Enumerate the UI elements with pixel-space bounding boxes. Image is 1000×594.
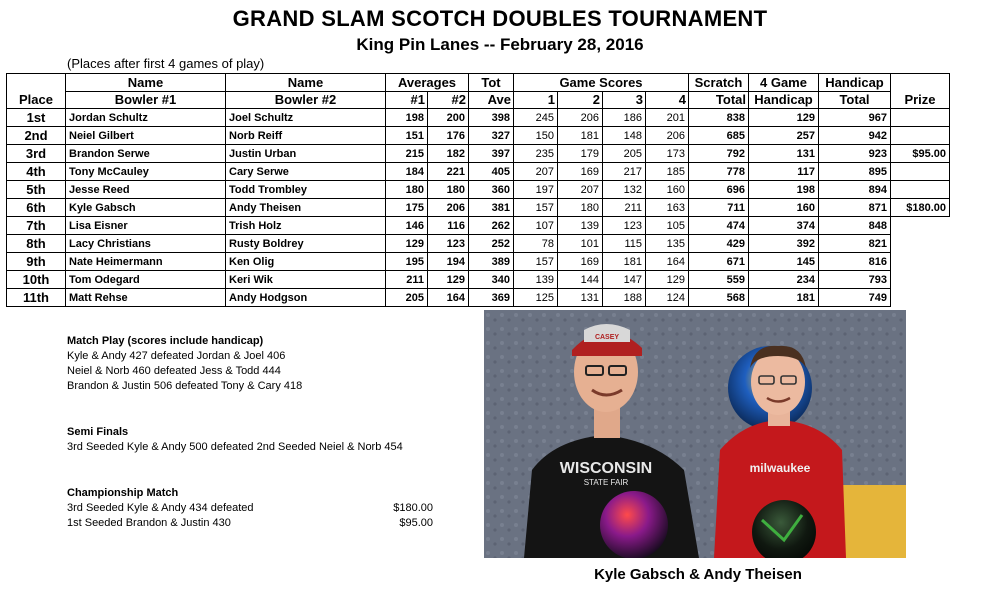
avg1-cell: 129 [386, 235, 428, 253]
avg2-cell: 123 [428, 235, 469, 253]
table-row [7, 235, 950, 253]
bowler1-cell: Tony McCauley [66, 163, 226, 181]
place-cell: 4th [7, 163, 66, 181]
header-bowler2: Bowler #2 [226, 92, 386, 109]
game1-cell: 157 [514, 199, 558, 217]
prize-cell: $180.00 [891, 199, 950, 217]
winners-photo [484, 310, 906, 558]
four-game-handicap-cell: 257 [749, 127, 819, 145]
bowler1-cell: Neiel Gilbert [66, 127, 226, 145]
bowler2-cell: Norb Reiff [226, 127, 386, 145]
handicap-total-cell: 848 [819, 217, 891, 235]
game4-cell: 164 [646, 253, 689, 271]
game2-cell: 144 [558, 271, 603, 289]
bowler1-cell: Tom Odegard [66, 271, 226, 289]
header-game-scores: Game Scores [514, 74, 689, 92]
game3-cell: 217 [603, 163, 646, 181]
header-four-game-top: 4 Game [749, 74, 819, 92]
championship-heading: Championship Match [67, 487, 179, 499]
prize-cell [891, 181, 950, 199]
bowler1-cell: Jordan Schultz [66, 109, 226, 127]
photo-caption: Kyle Gabsch & Andy Theisen [594, 566, 802, 583]
prize-cell [891, 235, 950, 253]
avg1-cell: 198 [386, 109, 428, 127]
game2-cell: 139 [558, 217, 603, 235]
tournament-title: GRAND SLAM SCOTCH DOUBLES TOURNAMENT [232, 6, 768, 31]
game3-cell: 211 [603, 199, 646, 217]
game2-cell: 207 [558, 181, 603, 199]
semi-finals-heading: Semi Finals [67, 426, 129, 438]
championship-section [67, 486, 447, 531]
avg2-cell: 164 [428, 289, 469, 307]
header-game1: 1 [514, 92, 558, 109]
four-game-handicap-cell: 131 [749, 145, 819, 163]
championship-line-2 [67, 516, 447, 531]
scratch-total-cell: 671 [689, 253, 749, 271]
avg2-cell: 180 [428, 181, 469, 199]
bowler2-cell: Justin Urban [226, 145, 386, 163]
game4-cell: 185 [646, 163, 689, 181]
scratch-total-cell: 559 [689, 271, 749, 289]
avg2-cell: 206 [428, 199, 469, 217]
winners-photo-illustration [484, 310, 906, 558]
handicap-total-cell: 871 [819, 199, 891, 217]
scratch-total-cell: 474 [689, 217, 749, 235]
table-row [7, 289, 950, 307]
place-cell: 5th [7, 181, 66, 199]
table-row [7, 271, 950, 289]
handicap-total-cell: 894 [819, 181, 891, 199]
four-game-handicap-cell: 160 [749, 199, 819, 217]
championship-line-1 [67, 501, 447, 516]
handicap-total-cell: 793 [819, 271, 891, 289]
prize-cell [891, 289, 950, 307]
table-row [7, 181, 950, 199]
header-game2: 2 [558, 92, 603, 109]
game2-cell: 169 [558, 253, 603, 271]
game1-cell: 150 [514, 127, 558, 145]
game3-cell: 148 [603, 127, 646, 145]
four-game-handicap-cell: 181 [749, 289, 819, 307]
shirt-left-text: WISCONSIN [559, 460, 653, 477]
bowler2-cell: Joel Schultz [226, 109, 386, 127]
handicap-total-cell: 942 [819, 127, 891, 145]
game4-cell: 105 [646, 217, 689, 235]
header-handicap-top: Handicap [819, 74, 891, 92]
scratch-total-cell: 429 [689, 235, 749, 253]
semi-finals-section [67, 425, 403, 455]
handicap-total-cell: 895 [819, 163, 891, 181]
tot-ave-cell: 252 [469, 235, 514, 253]
header-tot-top: Tot [469, 74, 514, 92]
semi-finals-line: 3rd Seeded Kyle & Andy 500 defeated 2nd Seeded Neiel & Norb 454 [67, 441, 403, 453]
header-place: Place [7, 74, 66, 109]
game1-cell: 157 [514, 253, 558, 271]
game3-cell: 132 [603, 181, 646, 199]
avg2-cell: 182 [428, 145, 469, 163]
place-cell: 2nd [7, 127, 66, 145]
tot-ave-cell: 327 [469, 127, 514, 145]
game1-cell: 197 [514, 181, 558, 199]
avg1-cell: 211 [386, 271, 428, 289]
handicap-total-cell: 749 [819, 289, 891, 307]
header-averages: Averages [386, 74, 469, 92]
match-play-heading: Match Play (scores include handicap) [67, 335, 264, 347]
scratch-total-cell: 711 [689, 199, 749, 217]
avg2-cell: 116 [428, 217, 469, 235]
bowler1-cell: Nate Heimermann [66, 253, 226, 271]
header-game4: 4 [646, 92, 689, 109]
header-four-game-handicap: Handicap [749, 92, 819, 109]
header-name2-top: Name [226, 74, 386, 92]
avg1-cell: 146 [386, 217, 428, 235]
handicap-total-cell: 967 [819, 109, 891, 127]
prize-cell [891, 109, 950, 127]
bowler2-cell: Todd Trombley [226, 181, 386, 199]
avg1-cell: 205 [386, 289, 428, 307]
table-row [7, 145, 950, 163]
game1-cell: 78 [514, 235, 558, 253]
four-game-handicap-cell: 117 [749, 163, 819, 181]
header-name1-top: Name [66, 74, 226, 92]
bowler1-cell: Kyle Gabsch [66, 199, 226, 217]
scratch-total-cell: 838 [689, 109, 749, 127]
tot-ave-cell: 262 [469, 217, 514, 235]
game2-cell: 131 [558, 289, 603, 307]
scratch-total-cell: 568 [689, 289, 749, 307]
scratch-total-cell: 696 [689, 181, 749, 199]
four-game-handicap-cell: 392 [749, 235, 819, 253]
game3-cell: 123 [603, 217, 646, 235]
photo-left-person-neck [594, 408, 620, 438]
game3-cell: 115 [603, 235, 646, 253]
prize-cell [891, 127, 950, 145]
place-cell: 11th [7, 289, 66, 307]
header-avg2: #2 [428, 92, 469, 109]
championship-runner-up: 1st Seeded Brandon & Justin 430 [67, 517, 231, 529]
handicap-total-cell: 821 [819, 235, 891, 253]
bowler1-cell: Jesse Reed [66, 181, 226, 199]
bowler2-cell: Keri Wik [226, 271, 386, 289]
game4-cell: 129 [646, 271, 689, 289]
results-table [6, 73, 950, 307]
match-play-section [67, 334, 302, 394]
prize-cell: $95.00 [891, 145, 950, 163]
tot-ave-cell: 389 [469, 253, 514, 271]
bowler2-cell: Trish Holz [226, 217, 386, 235]
avg1-cell: 175 [386, 199, 428, 217]
tot-ave-cell: 360 [469, 181, 514, 199]
avg2-cell: 129 [428, 271, 469, 289]
tot-ave-cell: 369 [469, 289, 514, 307]
prize-cell [891, 217, 950, 235]
place-cell: 8th [7, 235, 66, 253]
header-bowler1: Bowler #1 [66, 92, 226, 109]
game4-cell: 124 [646, 289, 689, 307]
game4-cell: 160 [646, 181, 689, 199]
table-row [7, 217, 950, 235]
header-handicap-total: Total [819, 92, 891, 109]
bowler1-cell: Matt Rehse [66, 289, 226, 307]
prize-cell [891, 163, 950, 181]
table-row [7, 127, 950, 145]
place-cell: 7th [7, 217, 66, 235]
bowler2-cell: Cary Serwe [226, 163, 386, 181]
game4-cell: 173 [646, 145, 689, 163]
championship-winner: 3rd Seeded Kyle & Andy 434 defeated [67, 502, 254, 514]
game3-cell: 181 [603, 253, 646, 271]
avg1-cell: 184 [386, 163, 428, 181]
scratch-total-cell: 792 [689, 145, 749, 163]
four-game-handicap-cell: 374 [749, 217, 819, 235]
avg2-cell: 221 [428, 163, 469, 181]
header-scratch-total: Total [689, 92, 749, 109]
place-cell: 9th [7, 253, 66, 271]
bowler2-cell: Rusty Boldrey [226, 235, 386, 253]
place-cell: 1st [7, 109, 66, 127]
game2-cell: 206 [558, 109, 603, 127]
bowler2-cell: Andy Theisen [226, 199, 386, 217]
match-play-line: Neiel & Norb 460 defeated Jess & Todd 444 [67, 365, 281, 377]
game3-cell: 205 [603, 145, 646, 163]
table-header-row-2 [7, 92, 950, 109]
shirt-right-text: milwaukee [749, 461, 811, 475]
match-play-line: Kyle & Andy 427 defeated Jordan & Joel 406 [67, 350, 286, 362]
four-game-handicap-cell: 145 [749, 253, 819, 271]
game3-cell: 186 [603, 109, 646, 127]
championship-amount-2: $95.00 [399, 517, 433, 529]
table-header-row-1 [7, 74, 950, 92]
avg2-cell: 194 [428, 253, 469, 271]
bowler2-cell: Andy Hodgson [226, 289, 386, 307]
four-game-handicap-cell: 198 [749, 181, 819, 199]
tournament-subtitle: King Pin Lanes -- February 28, 2016 [356, 35, 644, 54]
prize-cell [891, 271, 950, 289]
game4-cell: 135 [646, 235, 689, 253]
bowler1-cell: Lisa Eisner [66, 217, 226, 235]
game2-cell: 180 [558, 199, 603, 217]
place-cell: 6th [7, 199, 66, 217]
bowler2-cell: Ken Olig [226, 253, 386, 271]
header-avg1: #1 [386, 92, 428, 109]
avg1-cell: 195 [386, 253, 428, 271]
game2-cell: 101 [558, 235, 603, 253]
table-row [7, 199, 950, 217]
scratch-total-cell: 778 [689, 163, 749, 181]
game1-cell: 207 [514, 163, 558, 181]
prize-cell [891, 253, 950, 271]
game4-cell: 163 [646, 199, 689, 217]
championship-amount-1: $180.00 [393, 502, 433, 514]
place-cell: 10th [7, 271, 66, 289]
avg1-cell: 151 [386, 127, 428, 145]
game2-cell: 181 [558, 127, 603, 145]
cap-text: CASEY [594, 334, 620, 341]
match-play-line: Brandon & Justin 506 defeated Tony & Cary 418 [67, 380, 303, 392]
table-row [7, 163, 950, 181]
game4-cell: 206 [646, 127, 689, 145]
game2-cell: 169 [558, 163, 603, 181]
four-game-handicap-cell: 234 [749, 271, 819, 289]
four-game-handicap-cell: 129 [749, 109, 819, 127]
game2-cell: 179 [558, 145, 603, 163]
header-prize: Prize [891, 74, 950, 109]
game4-cell: 201 [646, 109, 689, 127]
scratch-total-cell: 685 [689, 127, 749, 145]
shirt-left-subtext: STATE FAIR [583, 478, 629, 487]
avg2-cell: 200 [428, 109, 469, 127]
game1-cell: 235 [514, 145, 558, 163]
bowler1-cell: Brandon Serwe [66, 145, 226, 163]
table-row [7, 253, 950, 271]
avg1-cell: 180 [386, 181, 428, 199]
table-row [7, 109, 950, 127]
bowler1-cell: Lacy Christians [66, 235, 226, 253]
handicap-total-cell: 923 [819, 145, 891, 163]
header-tot-ave: Ave [469, 92, 514, 109]
avg1-cell: 215 [386, 145, 428, 163]
tot-ave-cell: 340 [469, 271, 514, 289]
game1-cell: 139 [514, 271, 558, 289]
tot-ave-cell: 397 [469, 145, 514, 163]
photo-left-bowling-ball [600, 491, 668, 558]
tot-ave-cell: 381 [469, 199, 514, 217]
place-cell: 3rd [7, 145, 66, 163]
header-scratch-top: Scratch [689, 74, 749, 92]
header-game3: 3 [603, 92, 646, 109]
game3-cell: 147 [603, 271, 646, 289]
game1-cell: 125 [514, 289, 558, 307]
game1-cell: 245 [514, 109, 558, 127]
tot-ave-cell: 398 [469, 109, 514, 127]
handicap-total-cell: 816 [819, 253, 891, 271]
tot-ave-cell: 405 [469, 163, 514, 181]
game3-cell: 188 [603, 289, 646, 307]
places-note: (Places after first 4 games of play) [67, 56, 265, 71]
game1-cell: 107 [514, 217, 558, 235]
avg2-cell: 176 [428, 127, 469, 145]
